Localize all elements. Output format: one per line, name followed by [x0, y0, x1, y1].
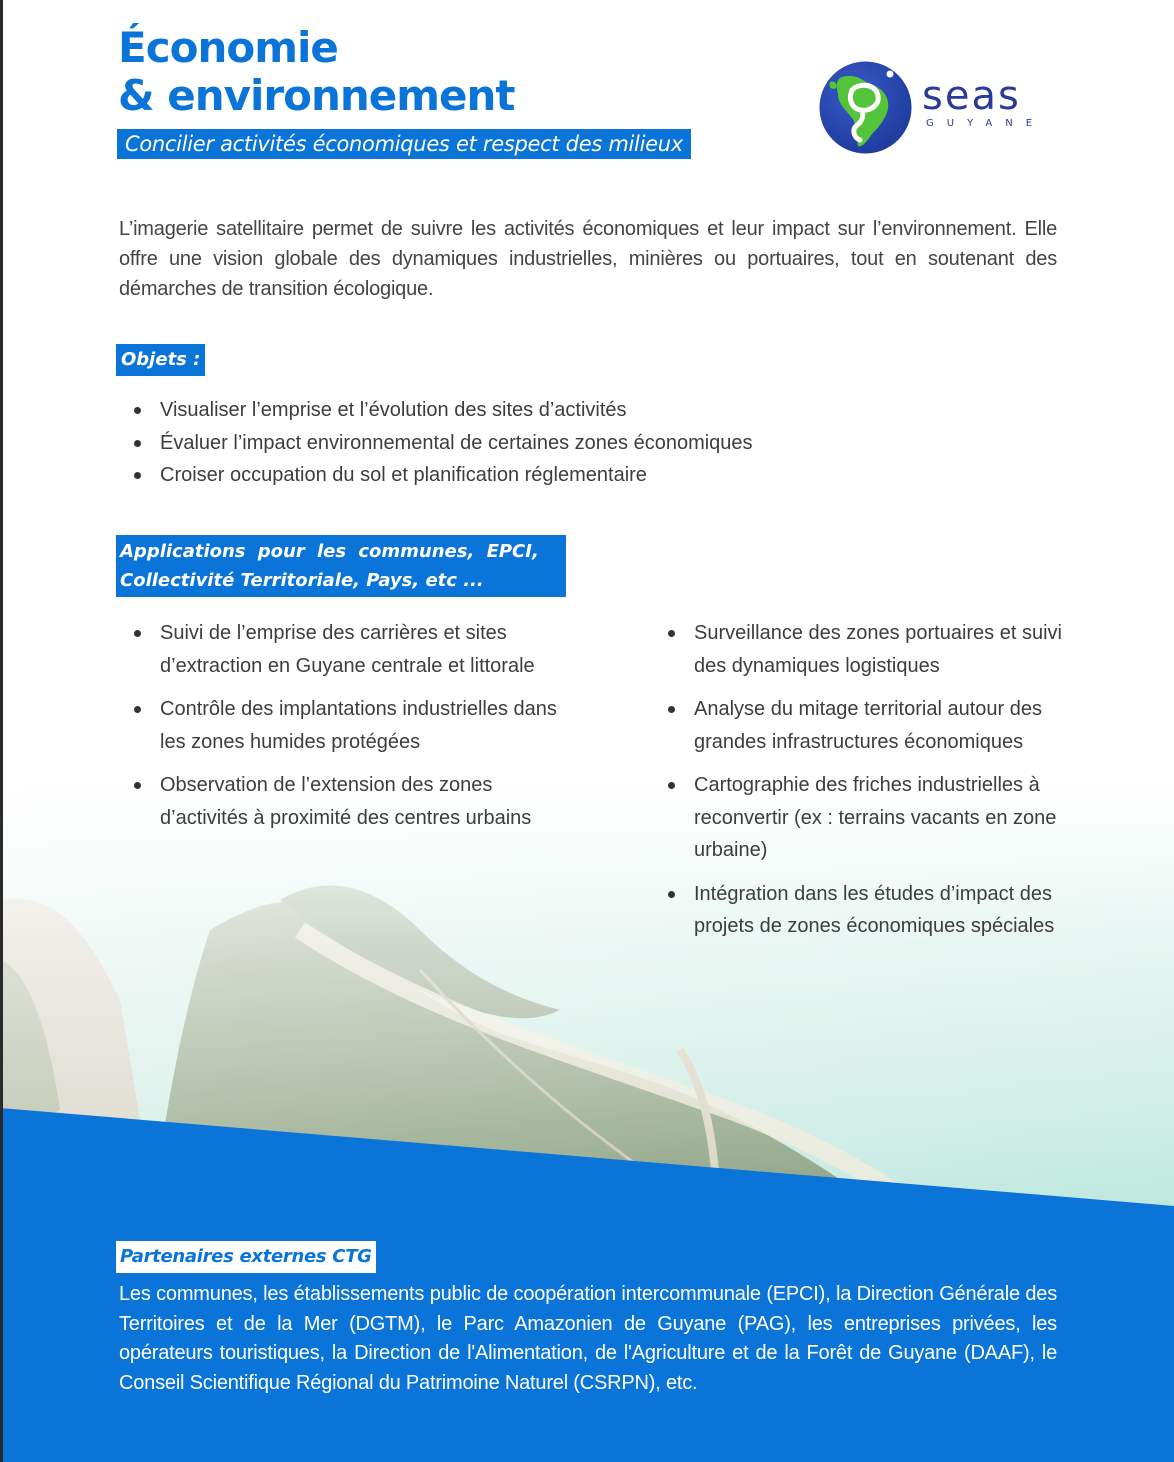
logo-subtext: GUYANE	[926, 118, 1046, 129]
seas-guyane-logo	[818, 60, 1058, 155]
list-item: Cartographie des friches industrielles à reconvertir (ex : terrains vacants en zone urbaine)	[652, 769, 1072, 867]
list-item: Surveillance des zones portuaires et suivi des dynamiques logistiques	[652, 617, 1072, 682]
list-item: Suivi de l’emprise des carrières et sites d’extraction en Guyane centrale et littorale	[118, 617, 558, 682]
applications-heading-line-2: Collectivité Territoriale, Pays, etc ...	[120, 566, 484, 595]
page-left-border	[0, 0, 3, 1462]
page-title	[118, 24, 515, 120]
list-item: Évaluer l’impact environnemental de certaines zones économiques	[118, 427, 838, 460]
partners-paragraph: Les communes, les établissements public de coopération intercommunale (EPCI), la Direction Générale des Territoires et de la Mer (DGTM), le Parc Amazonien de Guyane (PAG), les entreprises privées, les opérateurs touristiques, la Direction de l'Alimentation, de l'Agriculture et de la Forêt de Guyane (DAAF), le Conseil Scientifique Régional du Patrimoine Naturel (CSRPN), etc.	[119, 1283, 1057, 1394]
list-item: Visualiser l’emprise et l’évolution des sites d’activités	[118, 394, 838, 427]
title-line-1: Économie	[118, 23, 338, 72]
page-subtitle: Concilier activités économiques et respect des milieux	[117, 129, 691, 159]
logo-wordmark: seas	[922, 73, 1021, 119]
objets-heading: Objets :	[116, 344, 205, 376]
applications-list-left	[118, 617, 558, 845]
partners-heading: Partenaires externes CTG	[116, 1241, 376, 1273]
list-item: Observation de l’extension des zones d’activités à proximité des centres urbains	[118, 769, 558, 834]
list-item: Croiser occupation du sol et planification réglementaire	[118, 459, 838, 492]
objets-list	[118, 394, 838, 492]
list-item: Contrôle des implantations industrielles dans les zones humides protégées	[118, 693, 558, 758]
globe-g-icon	[818, 60, 913, 155]
applications-heading	[116, 535, 566, 597]
list-item: Analyse du mitage territorial autour des grandes infrastructures économiques	[652, 693, 1072, 758]
intro-paragraph: L’imagerie satellitaire permet de suivre les activités économiques et leur impact sur l’environnement. Elle offre une vision globale des dynamiques industrielles, minières ou portuaires, tout en soutenant des démarches de transition écologique.	[119, 218, 1057, 300]
list-item: Intégration dans les études d’impact des projets de zones économiques spéciales	[652, 878, 1072, 943]
applications-list-right	[652, 617, 1072, 954]
title-line-2: & environnement	[118, 71, 515, 120]
applications-heading-line-1: Applications pour les communes, EPCI,	[120, 541, 539, 562]
